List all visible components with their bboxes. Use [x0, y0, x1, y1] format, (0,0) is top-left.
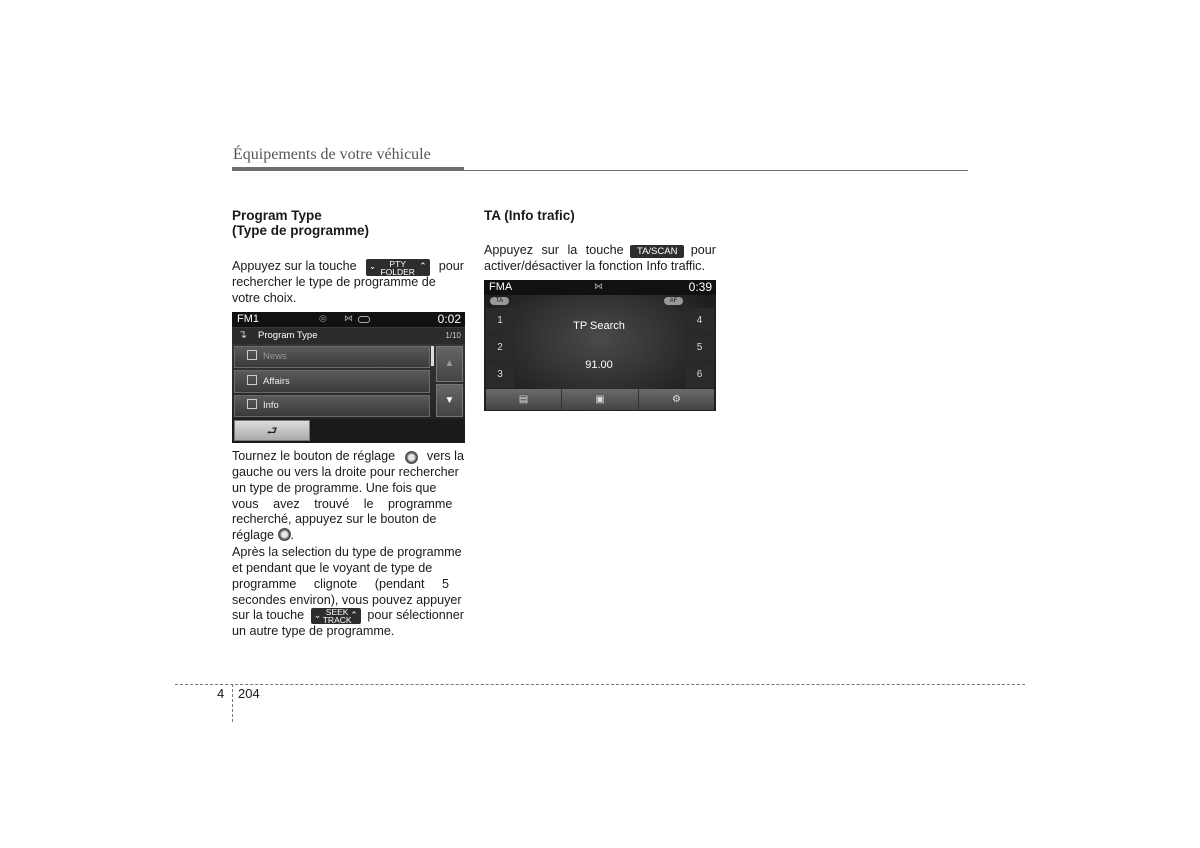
text: gauche ou vers la droite pour rechercher [232, 465, 459, 479]
usb-icon: ⋈ [344, 313, 353, 323]
back-button[interactable] [234, 420, 310, 441]
text: vers la [426, 449, 464, 464]
footer-rule [175, 684, 1025, 685]
scroll-down-button[interactable] [436, 384, 463, 417]
section-heading-ta: TA (Info trafic) [484, 208, 575, 223]
scrollbar-thumb[interactable] [431, 346, 434, 366]
footer-divider [232, 684, 233, 722]
key-label-bottom: FOLDER [380, 266, 415, 277]
ta-scan-key: TA/SCAN [630, 245, 684, 258]
paragraph-pty [232, 259, 464, 307]
preset-button-5[interactable]: 5 [685, 335, 714, 361]
chevron-down-icon: ⌄ [313, 610, 322, 621]
chevron-down-icon: ⌄ [368, 260, 377, 271]
text: activer/désactiver la fonction Info traffic. [484, 259, 705, 273]
tune-knob-icon [278, 528, 291, 541]
ta-badge: TA [490, 297, 509, 305]
list-item-label: Affairs [263, 376, 290, 387]
page-number: 204 [238, 686, 260, 701]
radio-screen-program-type [232, 312, 465, 443]
preset-button-4[interactable]: 4 [685, 308, 714, 334]
section-heading-program-type [232, 208, 369, 238]
text: vous avez trouvé le programme [232, 496, 453, 511]
text: programme clignote (pendant 5 [232, 576, 450, 591]
text: et pendant que le voyant de type de [232, 560, 433, 575]
text: pour sélectionner [367, 608, 464, 623]
chevron-up-icon: ⌃ [419, 260, 427, 271]
radio-list-button[interactable] [486, 389, 562, 410]
list-icon [247, 375, 257, 385]
back-arrow-icon: ⮐ [266, 424, 278, 438]
list-icon [247, 399, 257, 409]
text: Après la selection du type de programme [232, 545, 462, 560]
header-rule-thin [464, 170, 968, 171]
text: sur la touche [232, 608, 305, 623]
key-label-top: SEEK [325, 607, 349, 618]
list-item-label: News [263, 351, 287, 362]
pty-folder-key [366, 259, 430, 276]
page-header-title: Équipements de votre véhicule [233, 146, 431, 163]
list-title: Program Type [258, 330, 318, 341]
page-indicator: 1/10 [445, 331, 461, 340]
text: un autre type de programme. [232, 624, 395, 639]
status-bar [484, 280, 716, 295]
text: secondes environ), vous pouvez appuyer [232, 592, 462, 607]
gear-icon: ⚙ [672, 394, 681, 405]
list-item-label: Info [263, 400, 279, 411]
radio-search-icon: ▣ [595, 394, 605, 405]
text: . [290, 528, 295, 543]
text: recherché, appuyez sur le bouton de [232, 512, 437, 527]
list-item-news[interactable] [234, 346, 430, 368]
text: un type de programme. Une fois que [232, 480, 437, 495]
text: rechercher le type de programme de [232, 275, 436, 289]
text: Tournez le bouton de réglage [232, 449, 396, 464]
preset-button-2[interactable]: 2 [486, 335, 514, 361]
clock: 0:02 [437, 312, 461, 326]
chevron-up-icon: ⌃ [350, 610, 358, 621]
band-label: FM1 [237, 313, 259, 325]
record-icon: ◎ [319, 313, 327, 323]
chapter-number: 4 [217, 686, 225, 701]
paragraph-ta [484, 243, 716, 275]
usb-icon: ⋈ [594, 281, 603, 291]
text: Appuyez sur la touche [232, 259, 357, 274]
music-note-icon: ↴ [238, 329, 248, 341]
settings-button[interactable] [639, 389, 714, 410]
preset-button-1[interactable]: 1 [486, 308, 514, 334]
af-badge: AF [664, 297, 683, 305]
header-rule-thick [232, 167, 464, 171]
radio-list-icon: ▤ [518, 394, 529, 405]
paragraph-tuning [232, 449, 464, 640]
seek-track-key [311, 608, 361, 624]
preset-button-6[interactable]: 6 [685, 362, 714, 388]
list-item-info[interactable] [234, 395, 430, 417]
radio-screen-ta [484, 280, 716, 411]
list-item-affairs[interactable] [234, 370, 430, 393]
radio-search-button[interactable] [562, 389, 639, 410]
text-justified [232, 497, 464, 513]
tp-search-status: TP Search [573, 320, 625, 332]
clock: 0:39 [688, 280, 712, 294]
heading-line-1: Program Type [232, 208, 322, 223]
tune-knob-icon [405, 451, 418, 464]
text: Appuyez sur la touche [484, 243, 624, 258]
key-label-bottom: TRACK [322, 615, 352, 626]
text: votre choix. [232, 290, 297, 305]
heading-line-2: (Type de programme) [232, 223, 370, 238]
text: pour [690, 243, 716, 258]
list-title-bar [232, 328, 465, 344]
status-bar [232, 312, 465, 327]
frequency-display: 91.00 [585, 359, 613, 371]
key-label-top: PTY [389, 258, 406, 269]
preset-button-3[interactable]: 3 [486, 362, 514, 388]
text: réglage [232, 528, 275, 543]
media-icon [358, 316, 370, 323]
list-icon [247, 350, 257, 360]
text: pour [438, 259, 464, 274]
triangle-up-icon: ▲ [444, 358, 455, 369]
scroll-up-button[interactable] [436, 346, 463, 382]
triangle-down-icon: ▼ [444, 395, 455, 406]
band-label: FMA [489, 281, 513, 293]
